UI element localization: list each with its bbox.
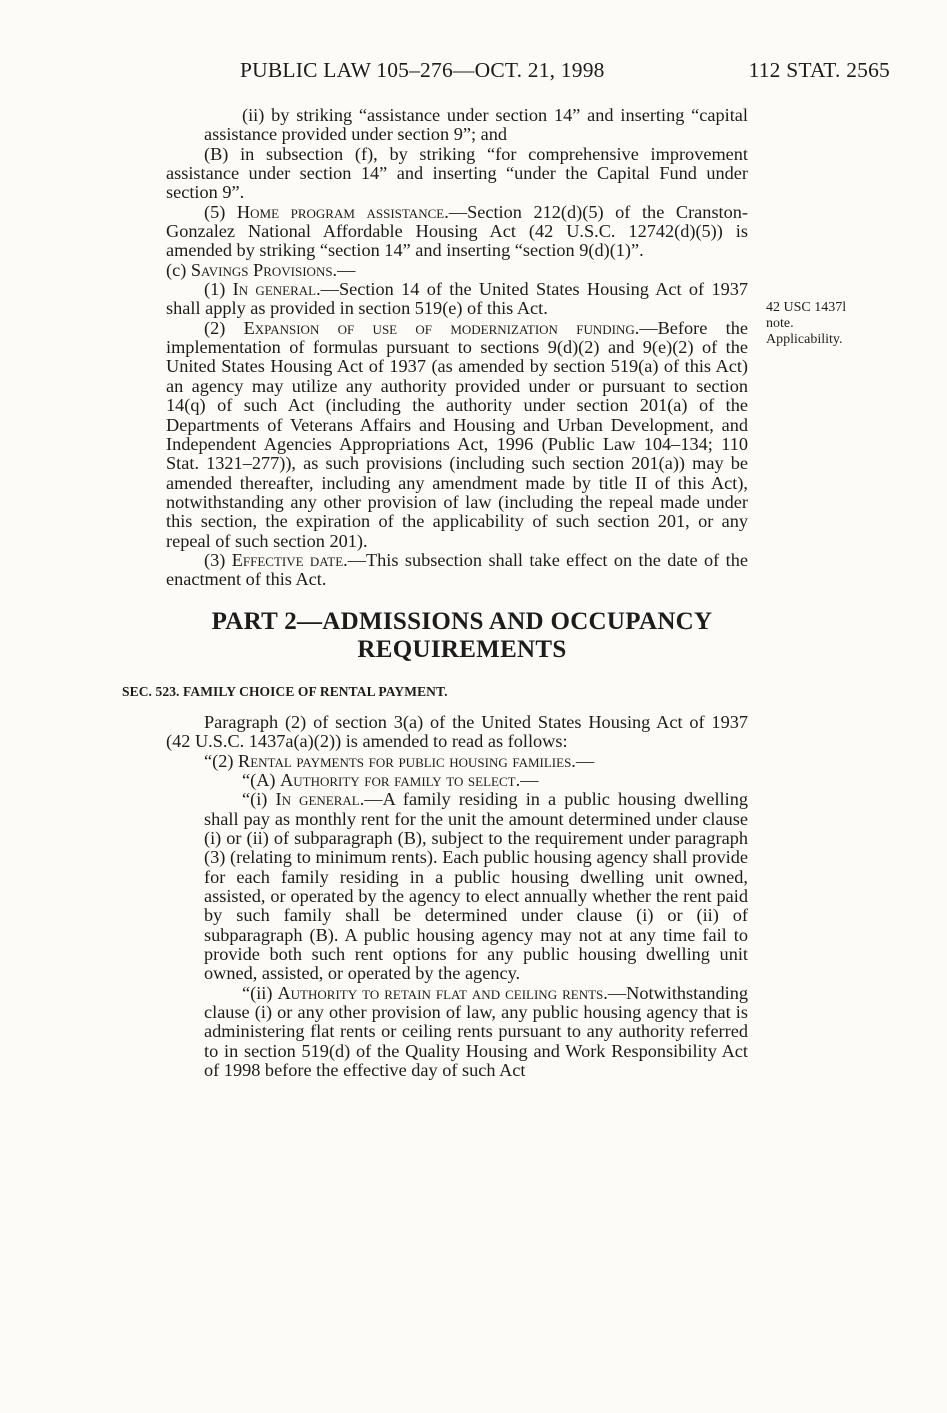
subsection-c-heading: Savings Provisions.	[190, 259, 338, 280]
paragraph-5-lead: (5)	[204, 201, 237, 222]
paragraph-1-heading: In general.	[232, 279, 321, 300]
header-title: PUBLIC LAW 105–276—OCT. 21, 1998	[240, 58, 605, 82]
part-heading	[176, 608, 748, 664]
quoted-paragraph-2-lead: “(2)	[204, 750, 239, 771]
subsection-c-text: —	[337, 259, 356, 280]
subsection-c-lead: (c)	[166, 259, 191, 280]
paragraph-1-lead: (1)	[204, 279, 233, 300]
quoted-paragraph-2-text: —	[575, 750, 595, 771]
body-text	[122, 105, 749, 1081]
part-heading-line-1: PART 2—ADMISSIONS AND OCCUPANCY	[211, 607, 713, 635]
margin-applicability: Applicability.	[766, 332, 843, 347]
header-stat-page: 112 STAT. 2565	[748, 58, 890, 82]
paragraph-3-effective-date	[166, 551, 748, 590]
quoted-subparagraph-a	[166, 771, 748, 790]
margin-note	[766, 300, 886, 348]
paragraph-5-home-program	[166, 203, 748, 261]
clause-ii-strike: (ii) by striking “assistance under section 14” and inserting “capital assistance provided under section 9”; and	[204, 105, 748, 145]
quoted-clause-ii	[166, 984, 748, 1081]
quoted-clause-ii-text: —Notwithstanding clause (i) or any other provision of law, any public housing agency that is administering flat rents or ceiling rents pursuant to any authority referred to in section 519(d) of the Quality Housing and Work Responsibility Act of 1998 before the effective day of such Act	[204, 982, 748, 1081]
section-heading: SEC. 523. FAMILY CHOICE OF RENTAL PAYMENT.	[122, 683, 448, 699]
paragraph-3-text: —This subsection shall take effect on the date of the enactment of this Act.	[166, 549, 748, 590]
paragraph-3-heading: Effective date.	[231, 549, 348, 570]
subparagraph-b-subsection-f: (B) in subsection (f), by striking “for comprehensive improvement assistance under section 14” and inserting “under the Capital Fund under section 9”.	[166, 143, 748, 203]
quoted-clause-i-heading: In general.	[275, 789, 365, 810]
part-heading-line-2: REQUIREMENTS	[357, 635, 567, 663]
quoted-subparagraph-a-heading: Authority for family to select.	[280, 769, 521, 790]
quoted-clause-i-text: —A family residing in a public housing dwelling shall pay as monthly rent for the unit the amount determined under clause (i) or (ii) of subparagraph (B), subject to the requirement under paragraph (3) (relating to minimum rents). Each public housing agency shall provide for each family residing in a public housing dwelling unit owned, assisted, or operated by the agency to elect annually whether the rent paid by such family shall be determined under clause (i) or (ii) of subparagraph (B). A public housing agency may not at any time fail to provide both such rent options for any public housing dwelling unit owned, assisted, or operated by the agency.	[204, 789, 748, 984]
paragraph-2-heading: Expansion of use of modernization funding.	[243, 317, 640, 338]
quoted-subparagraph-a-lead: “(A)	[242, 769, 281, 790]
quoted-paragraph-2	[166, 752, 748, 771]
paragraph-2-text: —Before the implementation of formulas pursuant to sections 9(d)(2) and 9(e)(2) of the United States Housing Act of 1937 (as amended by section 519(a) of this Act) an agency may utilize any authority provided under or pursuant to section 14(q) of such Act (including the authority under section 201(a) of the Departments of Veterans Affairs and Housing and Urban Development, and Independent Agencies Appropriations Act, 1996 (Public Law 104–134; 110 Stat. 1321–277)), as such provisions (including such section 201(a)) may be amended thereafter, including any amendment made by title II of this Act), notwithstanding any other provision of law (including the repeal made under this section, the expiration of the applicability of such section 201, or any repeal of such section 201).	[166, 317, 748, 551]
paragraph-2-lead: (2)	[204, 317, 244, 338]
paragraph-5-text: —Section 212(d)(5) of the Cranston-Gonzalez National Affordable Housing Act (42 U.S.C. 12742(d)(5)) is amended by striking “section 14” and inserting “section 9(d)(1)”.	[166, 201, 749, 261]
margin-citation: 42 USC 1437l	[766, 300, 847, 315]
paragraph-5-heading: Home program assistance.	[236, 201, 449, 222]
margin-note-label: note.	[766, 316, 794, 331]
paragraph-2-expansion	[166, 319, 748, 551]
subsection-c-savings	[166, 261, 748, 280]
section-intro: Paragraph (2) of section 3(a) of the United States Housing Act of 1937 (42 U.S.C. 1437a(a)(2)) is amended to read as follows:	[166, 711, 748, 752]
paragraph-1-in-general	[166, 280, 748, 319]
quoted-paragraph-2-heading: Rental payments for public housing families.	[238, 750, 576, 771]
quoted-clause-i-lead: “(i)	[242, 789, 276, 810]
quoted-clause-ii-lead: “(ii)	[242, 982, 278, 1003]
paragraph-3-lead: (3)	[204, 549, 232, 570]
quoted-clause-ii-heading: Authority to retain flat and ceiling rents.	[277, 982, 608, 1003]
running-head	[230, 58, 890, 88]
quoted-subparagraph-a-text: —	[520, 769, 539, 790]
quoted-clause-i	[166, 790, 748, 983]
paragraph-1-text: —Section 14 of the United States Housing Act of 1937 shall apply as provided in section 519(e) of this Act.	[166, 279, 749, 319]
